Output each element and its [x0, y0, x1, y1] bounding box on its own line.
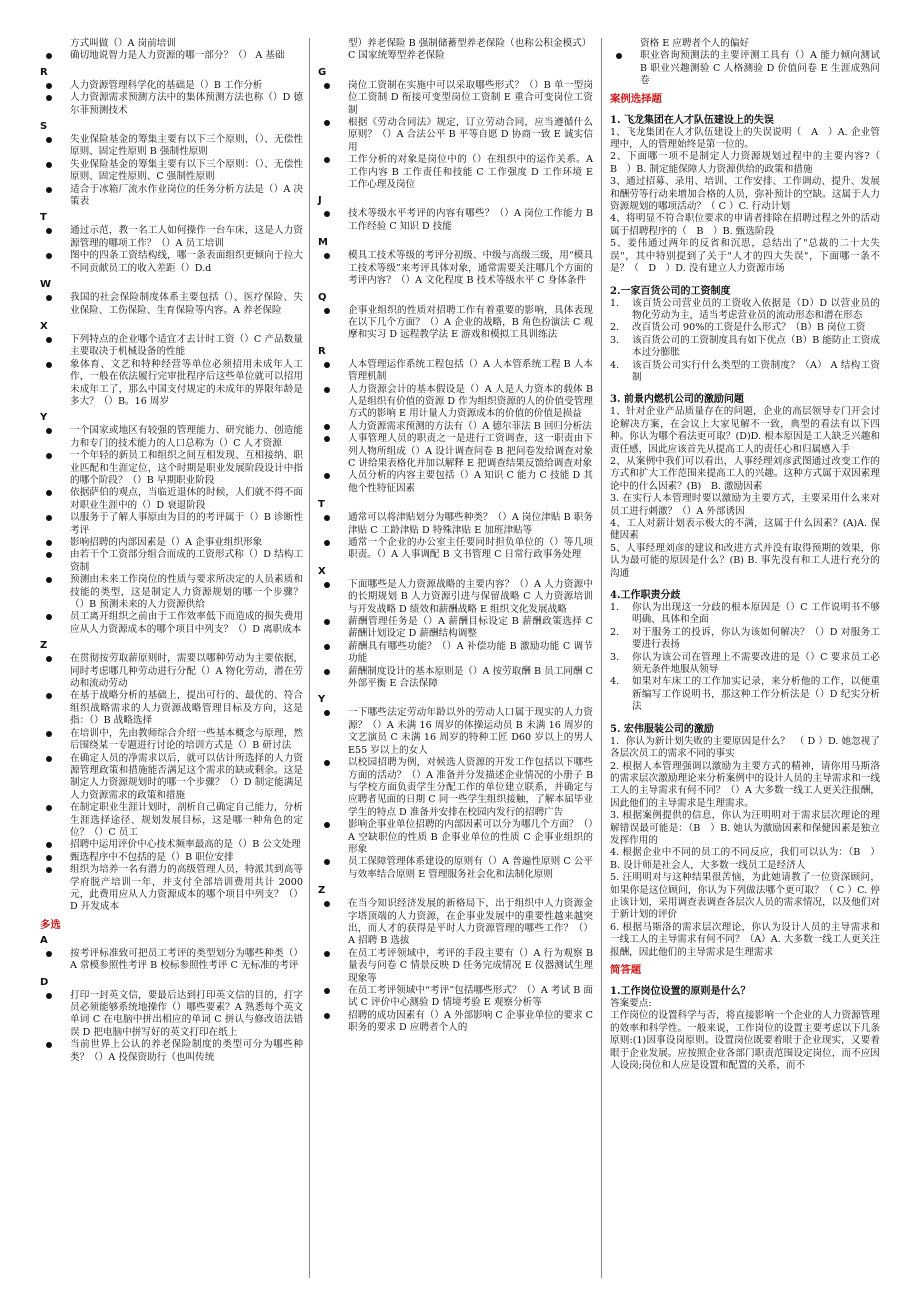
bullet-text: 薪酬具有哪些功能？（）A 补偿功能 B 激励功能 C 调节功能	[348, 640, 593, 665]
bullet-text: 一个年轻的新员工和组织之间互相发现、互相接纳、职业匹配和生涯定位，这个时期是职业发展阶段设计中指的哪个阶段？（）B 早期职业阶段	[70, 450, 303, 486]
paragraph: 3. 在实行人本管理时要以激励为主要方式，主要采用什么来对员工进行刺激？（）A 外部诱因	[610, 493, 880, 517]
item-number: 1.	[610, 297, 620, 309]
item-text: 你认为出现这一分歧的根本原因是（）C 工作说明书不够明确、具体和全面	[632, 602, 880, 626]
section-heading: 简答题	[610, 964, 642, 976]
index-letter: J	[318, 195, 322, 207]
bullet-icon	[46, 453, 52, 459]
bullet-item	[318, 512, 593, 537]
bullet-text: 人力资源需求预测方法中的集体预测方法也称（）D 德尔菲预测技术	[70, 92, 303, 116]
bullet-item	[40, 753, 303, 803]
bullet-text: 影响企事业单位招聘的内部因素可以分为哪几个方面？（）A 空缺职位的性质 B 企事业单位的性质 C 企事业组织的形象	[348, 819, 593, 855]
bullet-icon	[324, 387, 330, 393]
paragraph: 1、针对企业产品质量存在的问题，企业的高层领导专门开会讨论解决方案，在会议上大家见解不一致，典型的看法有以下四种。你认为哪个看法更可取？(D)D. 根本原因是工人缺乏兴趣和责任感，因此应该首先从提高工人的责任心和归属感入手	[610, 406, 880, 455]
bullet-text: 失业保险基金的筹集主要有以下三个原则：（）、无偿性原则、固定性原则、C 强制性原则	[70, 158, 303, 183]
bullet-item	[318, 384, 593, 421]
bullet-icon	[324, 669, 330, 675]
bullet-text: 在员工考评领域中“考评”包括哪些形式？（）A 考试 B 面试 C 评价中心测验 D 情境考验 E 观察分析等	[348, 985, 593, 1009]
bullet-icon	[46, 993, 52, 999]
bullet-item	[610, 50, 880, 87]
numbered-item	[610, 322, 880, 334]
index-letter: T	[318, 499, 325, 511]
bullet-item	[318, 666, 593, 691]
bullet-item	[318, 757, 593, 819]
numbered-item	[610, 360, 880, 385]
bullet-text: 依据萨伯的观点，当临近退休的时候，人们就不得不面对职业生涯中的（）D 衰退阶段	[70, 487, 303, 511]
paragraph: 2、从案例中我们可以看出，人事经理刘彦武图通过改变工作的方式和扩大工作范围来提高工人的兴趣。这种方式属于双因素理论中的什么因素？(B) B. 激励因素	[610, 455, 880, 492]
bullet-text: 通过示范，教一名工人如何操作一台车床，这是人力资源管理的哪项工作？（）A 员工培训	[70, 225, 303, 249]
case-title: 2.一家百货公司的工资制度	[610, 285, 731, 297]
bullet-item	[40, 728, 303, 753]
paragraph: 2、下面哪一项不是制定人力资源规划过程中的主要内容?（ B ）B. 制定能保障人力资源供给的政策和措施	[610, 151, 890, 175]
bullet-text: 由若干个工资部分组合而成的工资形式称（）D 结构工资制	[70, 549, 303, 573]
paragraph: 工作岗位的设置科学与否，将直接影响一个企业的人力资源管理的效率和科学性。一般来说，工作岗位的设置主要考虑以下几条原则:(1)因事设岗原则。设置岗位既要着眼于企业现实，又要着眼于企业发展。应按照企业各部门职责范围设定岗位，而不应因人设岗;岗位和人应是设置和配置的关系，而不	[610, 1010, 880, 1072]
paragraph: 1、飞龙集团在人才队伍建设上的失误说明（ A ）A. 企业管理中，人的管理始终是第一位的。	[610, 126, 880, 151]
bullet-icon	[46, 337, 52, 343]
paragraph: 5、人事经理刘彦的建议和改进方式并没有取得预期的效果，你认为最可能的原因是什么？(B) B. 事先没有和工人进行充分的沟通	[610, 542, 880, 579]
bullet-item	[318, 1010, 593, 1035]
bullet-icon	[46, 540, 52, 546]
bullet-text: 适合于冰箱厂流水作业岗位的任务分析方法是（）A 决策表	[70, 183, 303, 208]
bullet-item	[318, 641, 593, 666]
item-number: 2.	[610, 626, 620, 638]
bullet-text: 一个国家或地区有较强的管理能力、研究能力、创造能力和专门的技术能力的人口总称为（）C 人才资源	[70, 425, 303, 449]
column-right	[602, 38, 890, 1278]
bullet-item	[40, 574, 303, 611]
index-letter: X	[40, 320, 48, 332]
bullet-icon	[324, 362, 330, 368]
continued-text	[610, 38, 880, 50]
bullet-text: 员工保障管理体系建设的原则有（）A 普遍性原则 C 公平与效率结合原则 E 管理服务社会化和法制化原则	[348, 856, 593, 880]
bullet-item	[40, 225, 303, 250]
numbered-item	[610, 298, 880, 323]
bullet-icon	[324, 988, 330, 994]
bullet-icon	[46, 805, 52, 811]
bullet-text: 薪酬管理任务是（）A 薪酬目标设定 B 薪酬政策选择 C 薪酬计划设定 D 薪酬结构调整	[348, 616, 593, 640]
bullet-icon	[324, 308, 330, 314]
bullet-item	[318, 616, 593, 641]
bullet-icon	[46, 693, 52, 699]
numbered-item	[610, 652, 880, 677]
bullet-text: 模具工技术等级的考评分初级、中级与高级三级，用“模具工技术等级”来考评具体对象，通常需要关注哪几个方面的考评内容？（）A 文化程度 B 技术等级水平 C 身体条件	[348, 250, 593, 287]
bullet-item	[40, 990, 303, 1040]
bullet-text: 人力资源管理科学化的基础是（）B 工作分析	[70, 79, 263, 91]
bullet-item	[40, 134, 303, 159]
bullet-icon	[324, 120, 330, 126]
bullet-icon	[46, 428, 52, 434]
item-text: 该百货公司的工资制度具有如下优点（B）B 能防止工资成本过分膨胀	[632, 334, 880, 359]
index-letter: S	[40, 121, 48, 133]
bullet-item	[318, 579, 593, 616]
index-letter: Q	[318, 291, 327, 303]
bullet-icon	[324, 859, 330, 865]
item-text: 对于服务工的投诉，你认为该如何解决？（）D 对服务工要进行表扬	[632, 626, 880, 651]
bullet-text: 人员分析的内容主要包括（）A 知识 C 能力 C 技能 D 其他个性特征因素	[348, 470, 593, 494]
bullet-item	[40, 537, 303, 549]
section-heading: 案例选择题	[610, 92, 662, 105]
bullet-item	[40, 159, 303, 184]
bullet-item	[318, 305, 593, 342]
bullet-text: 职业咨询预测法的主要评测工具有（）A 能力倾向测试 B 职业兴趣测验 C 人格测验 D 价值问卷 E 生涯成熟问卷	[640, 50, 880, 87]
bullet-icon	[46, 137, 52, 143]
bullet-item	[40, 334, 303, 359]
bullet-icon	[324, 157, 330, 163]
item-text: 该百货公司营业员的工资收入依据是（D）D 以营业员的物化劳动为主，适当考虑营业员的流动形态和潜在形态	[632, 297, 880, 321]
paragraph: 3、通过招募、录用、培训、工作安排、工作调动、提升、发展和酬劳等行动来增加合格的人员，弥补预计的空缺。这属于人力资源规划的哪项活动？（ C ）C. 行动计划	[610, 176, 880, 213]
bullet-icon	[46, 842, 52, 848]
index-letter: Y	[40, 412, 48, 424]
bullet-item	[318, 250, 593, 287]
bullet-item	[40, 839, 303, 851]
bullet-text: 失业保险基金的筹集主要有以下三个原则，（）、无偿性原则、固定性原则 B 强制性原则	[70, 134, 303, 158]
bullet-item	[40, 50, 303, 62]
bullet-text: 象体育、文艺和特种经营等单位必须招用未成年人工作，一般在依法履行完审批程序后这些单位就可以招用未成年工了，那么中国支付规定的未成年的界限年龄是多大？（）B。16 周岁	[70, 358, 303, 407]
bullet-icon	[324, 951, 330, 957]
item-text: 改百货公司 90%的工资是什么形式？（B）B 岗位工资	[632, 322, 866, 334]
bullet-text: 在贯彻按劳取薪原则时，需要以哪种劳动为主要依据，同时考虑哪几种劳动进行分配（）A 物化劳动，潜在劳动和流动劳动	[70, 653, 303, 690]
bullet-text: 人事管理人员的职责之一是进行工资调查，这一职责由下列人物所组成（）A 设计调查问卷 B 把问卷发给调查对象 C 讲给果表格化并加以解释 E 把调查结果反馈给调查对象	[348, 433, 593, 469]
bullet-item	[40, 250, 303, 275]
bullet-icon	[324, 644, 330, 650]
bullet-text: 根据《劳动合同法》规定，订立劳动合同，应当遵循什么原则？（）A 合法公平 B 平等自愿 D 协商一致 E 诚实信用	[348, 117, 593, 153]
bullet-icon	[324, 760, 330, 766]
item-number: 2.	[610, 322, 620, 334]
index-letter: R	[40, 66, 48, 78]
bullet-item	[318, 470, 593, 495]
bullet-item	[40, 359, 303, 409]
bullet-item	[318, 948, 593, 985]
bullet-text: 打印一封英文信，要最后达到打印英文信的目的，打字员必须能够系统地操作（）哪些要素？A 熟悉每个英文单词 C 在电脑中拼出相应的单词 C 拼认与修改语法错误 D 把电脑中拼写好的英文打印在纸上	[70, 989, 303, 1038]
bullet-icon	[46, 756, 52, 762]
index-letter: Z	[318, 885, 326, 897]
bullet-text: 在培训中，先由教师综合介绍一些基本概念与原理，然后围绕某一专题进行讨论的培训方式是（）B 研讨法	[70, 727, 303, 752]
bullet-icon	[46, 295, 52, 301]
item-text: 该百货公司实行什么类型的工资制度？（A） A 结构工资制	[632, 359, 880, 383]
bullet-icon	[46, 228, 52, 234]
bullet-icon	[324, 436, 330, 442]
bullet-icon	[46, 515, 52, 521]
bullet-item	[318, 898, 593, 948]
bullet-icon	[324, 822, 330, 828]
continued-text-content: 资格 E 应聘者个人的偏好	[640, 38, 750, 49]
bullet-text: 以校园招聘为例，对候选人资源的开发工作包括以下哪些方面的活动？（）A 准备并分发描述企业情况的小册子 B 与学校方面负责学生分配工作的单位建立联系，并确定与应聘者见面的日期 C 同一些学生组织接触，了解本届毕业学生的特点 D 准备并安排在校园内发行的招聘广告	[348, 757, 593, 818]
bullet-item	[318, 433, 593, 470]
index-letter: R	[318, 345, 326, 357]
bullet-icon	[324, 424, 330, 430]
bullet-text: 通常一个企业的办公室主任要同时担负单位的（）等几项职责。（）A 人事调配 B 文书管理 C 日常行政事务处理	[348, 537, 593, 561]
bullet-item	[40, 549, 303, 574]
bullet-text: 我国的社会保险制度体系主要包括（）、医疗保险、失业保险、工伤保险、生育保险等内容。A 养老保险	[70, 292, 303, 316]
numbered-item	[610, 335, 880, 360]
paragraph: 2. 根据人本管理强调以激励为主要方式的精神，请你用马斯洛的需求层次激励理论来分析案例中的设计人员的主导需求和一线工人的主导需求有何不同？（）A 大多数一线工人更关注报酬，因此他们的主导需求是生理需求。	[610, 760, 880, 809]
continued-text	[40, 38, 303, 50]
bullet-item	[318, 537, 593, 562]
bullet-item	[318, 80, 593, 117]
bullet-item	[318, 421, 593, 433]
bullet-item	[318, 117, 593, 154]
bullet-text: 下面哪些是人力资源战略的主要内容？（）A 人力资源中的长期规划 B 人力资源引进与保留战略 C 人力资源培训与开发战略 D 绩效和薪酬战略 E 组织文化发展战略	[348, 578, 593, 615]
paragraph: 3. 根据案例提供的信息，你认为汪明明对于需求层次理论的理解错误最可能是：（B ）B. 她认为激励因素和保健因素是独立发挥作用的	[610, 810, 880, 846]
bullet-icon	[46, 162, 52, 168]
item-number: 4.	[610, 676, 620, 688]
continued-text	[318, 38, 593, 63]
bullet-item	[40, 512, 303, 537]
bullet-text: 在确定人员的净需求以后，就可以估计所选择的人力资源管理政策和措施能否满足这个需求的缺或剩余。这是制定人力资源规划时的哪一个步骤？（）D 制定能满足人力资源需求的政策和措施	[70, 752, 303, 801]
bullet-text: 组织为培养一名有潜力的高级管理人员，特派其到高等学府脱产培训一年，并支付全部培训费用共计 2000 元，此费用应从人力资源成本的哪个项目中列支？（）D 开发成本	[70, 864, 303, 913]
bullet-icon	[46, 552, 52, 558]
bullet-text: 影响招聘的内部因素是（）A 企事业组织形象	[70, 537, 263, 548]
bullet-text: 甄选程序中不包括的是（）B 职位安排	[70, 851, 234, 863]
paragraph: 6. 根据马斯洛的需求层次理论，你认为设计人员的主导需求和一线工人的主导需求有何不同？（A）A. 大多数一线工人更关注报酬，因此他们的主导需求是生理需求	[610, 921, 880, 958]
bullet-text: 确切地说智力是人力资源的哪一部分？（） A 基础	[70, 50, 285, 62]
bullet-text: 薪酬制度设计的基本原则是（）A 按劳取酬 B 员工同酬 C 外部平衡 E 合法保障	[348, 665, 593, 690]
case-title: 3. 前景内燃机公司的激励问题	[610, 394, 744, 406]
bullet-item	[318, 985, 593, 1010]
continued-text-content: 型）养老保险 B 强制储蓄型养老保险（也称公积金模式）C 国家统筹型养老保险	[348, 38, 592, 62]
document-page	[40, 38, 890, 1278]
paragraph: 4. 根据企业中不同的员工的不同反应，我们可以认为：（B ）B. 设计师是社会人，大多数一线员工是经济人	[610, 847, 880, 871]
continued-text-content: 方式叫做（）A 岗前培训	[70, 38, 176, 49]
bullet-icon	[324, 710, 330, 716]
bullet-text: 招聘中运用评价中心技术频率最高的是（）B 公文处理	[70, 839, 301, 851]
bullet-icon	[324, 901, 330, 907]
bullet-item	[40, 653, 303, 690]
column-middle	[310, 38, 602, 1278]
bullet-icon	[46, 731, 52, 737]
bullet-item	[40, 852, 303, 864]
bullet-icon	[324, 83, 330, 89]
bullet-item	[318, 819, 593, 856]
bullet-icon	[324, 211, 330, 217]
bullet-icon	[46, 867, 52, 873]
numbered-item	[610, 627, 880, 652]
item-text: 你认为该公司在管理上不需要改进的是（）C 要求员工必须无条件地服从领导	[632, 651, 880, 676]
bullet-text: 岗位工资制在实施中可以采取哪些形式？（）B 单一型岗位工资制 D 衔接可变型岗位工资制 E 重合可变岗位工资制	[348, 79, 593, 116]
column-left	[40, 38, 310, 1278]
bullet-item	[40, 487, 303, 512]
paragraph: 4、工人对薪计划表示极大的不满，这属于什么因素？(A)A. 保健因素	[610, 518, 880, 542]
bullet-item	[40, 1039, 303, 1064]
section-heading: 多选	[40, 918, 61, 931]
bullet-text: 一下哪些法定劳动年龄以外的劳动人口属于现实的人力资源？（）A 未满 16 周岁的体操运动员 B 未满 16 周岁的文艺演员 C 未满 16 周岁的特种工匠 D60 岁以上的男人 E55 岁以上的女人	[348, 707, 593, 756]
item-number: 4.	[610, 359, 620, 371]
bullet-item	[318, 707, 593, 757]
bullet-text: 招聘的成功因素有（）A 外部影响 C 企事业单位的要求 C 职务的要求 D 应聘者个人的	[348, 1009, 593, 1034]
item-number: 3.	[610, 334, 620, 346]
bullet-text: 通常可以将津贴划分为哪些种类？（）A 岗位津贴 B 职务津贴 C 工龄津贴 D 特殊津贴 E 加班津贴等	[348, 512, 593, 536]
bullet-item	[40, 948, 303, 973]
bullet-icon	[324, 253, 330, 259]
bullet-text: 工作分析的对象是岗位中的（）在组织中的运作关系。A 工作内容 B 工作责任和技能 C 工作强度 D 工作环境 E 工作心理及岗位	[348, 154, 593, 191]
bullet-icon	[46, 490, 52, 496]
bullet-icon	[46, 83, 52, 89]
bullet-item	[40, 802, 303, 839]
bullet-icon	[46, 951, 52, 957]
bullet-item	[40, 92, 303, 117]
bullet-icon	[46, 53, 52, 59]
bullet-icon	[324, 515, 330, 521]
bullet-text: 在制定职业生涯计划时，剖析自己确定自己能力，分析生涯选择途径、规划发展目标，这是哪一种角色的定位？（）C 员工	[70, 802, 303, 838]
paragraph: 5、姜伟通过两年的反省和沉思，总结出了"总裁的二十大失误"，其中特别提到了关于"人才的四大失误"，下面哪一条不是？（ D ）D. 没有建立人力资源市场	[610, 238, 880, 275]
bullet-item	[40, 611, 303, 636]
bullet-item	[40, 184, 303, 209]
paragraph: 5. 汪明明对与这种结果很苦恼，为此她请教了一位资深顾问，如果你是这位顾问，你认为下列做法哪个更可取？（ C ）C. 停止该计划，采用调查表调查各层次人员的需求情况，以及他们对于新计划的评价	[610, 872, 880, 921]
paragraph: 答案要点:	[610, 998, 652, 1009]
case-title: 5. 宏伟服装公司的激励	[610, 723, 714, 735]
bullet-icon	[46, 95, 52, 101]
bullet-text: 按考评标准致可把员工考评的类型划分为哪些种类（）A 常模参照性考评 B 校标参照性考评 C 无标准的考评	[70, 947, 303, 972]
bullet-icon	[46, 1042, 52, 1048]
bullet-item	[40, 864, 303, 914]
index-letter: A	[40, 934, 48, 946]
index-letter: T	[40, 212, 47, 224]
bullet-icon	[324, 582, 330, 588]
bullet-text: 在当今知识经济发展的新格局下，出于组织中人力资源金字塔顶端的人力资源，在企事业发展中的重要性越来越突出，而人才的获得是平时人力资源管理的哪些工作？（）A 招聘 B 选拔	[348, 898, 593, 947]
bullet-text: 人本管理运作系统工程包括（）A 人本管系统工程 B 人本管理机制	[348, 358, 593, 383]
bullet-text: 图中的四条工资结构线，哪一条表面组织更倾向于拉大不同贡献员工的收入差距（）D.d	[70, 250, 303, 274]
case-title: 1. 飞龙集团在人才队伍建设上的失误	[610, 114, 774, 126]
bullet-item	[318, 359, 593, 384]
bullet-icon	[324, 473, 330, 479]
index-letter: X	[318, 565, 326, 577]
index-letter: Y	[318, 694, 326, 706]
bullet-icon	[46, 187, 52, 193]
bullet-item	[40, 80, 303, 92]
bullet-item	[318, 856, 593, 881]
bullet-text: 人力资源需求预测的方法有（）A 德尔菲法 B 回归分析法	[348, 420, 592, 432]
item-number: 3.	[610, 651, 620, 663]
index-letter: G	[318, 66, 327, 78]
item-number: 1.	[610, 602, 620, 614]
numbered-item	[610, 602, 880, 627]
bullet-icon	[46, 362, 52, 368]
paragraph: 1．你认为新计划失败的主要原因是什么？ （ D ）D. 她忽视了各层次员工的需求不同的事实	[610, 735, 880, 760]
bullet-text: 下列特点的企业哪个适宜才去计时工资（）C 产品数量主要取决于机械设备的性能	[70, 333, 303, 358]
bullet-text: 以服务于了解人事原由为目的的考评属于（）B 诊断性考评	[70, 512, 303, 536]
bullet-item	[40, 425, 303, 450]
bullet-text: 企事业组织的性质对招聘工作有着重要的影响，具体表现在以下几个方面？（）A 企业的战略，B 角色扮演法 C 观摩和实习 D 远程教学法 E 游戏和模拟工具训练法	[348, 304, 593, 341]
bullet-item	[40, 450, 303, 487]
index-letter: M	[318, 237, 328, 249]
paragraph: 4、将明显不符合职位要求的申请者排除在招聘过程之外的活动属于招聘程序的（ B ）B. 甄选阶段	[610, 213, 880, 237]
bullet-icon	[46, 855, 52, 861]
numbered-item	[610, 676, 880, 713]
case-title: 4.工作职责分歧	[610, 590, 681, 602]
bullet-item	[318, 154, 593, 191]
bullet-icon	[46, 253, 52, 259]
bullet-text: 在员工考评领域中，考评的手段主要有（）A 行为观察 B 量表与问卷 C 情景反映 D 任务完成情况 E 仪器测试生理现象等	[348, 947, 593, 984]
index-letter: W	[40, 279, 52, 291]
bullet-icon	[324, 1013, 330, 1019]
bullet-item	[318, 208, 593, 233]
index-letter: Z	[40, 640, 48, 652]
bullet-item	[40, 690, 303, 727]
bullet-text: 在基于战略分析的基础上，提出可行的、最优的、符合组织战略需求的人力资源战略管理目标及方向，这是指：（）B 战略选择	[70, 690, 303, 727]
bullet-icon	[46, 656, 52, 662]
bullet-text: 员工离开组织之前由于工作效率低下而造成的损失费用应从人力资源成本的哪个项目中列支？（）D 离职成本	[70, 611, 303, 635]
bullet-text: 技术等级水平考评的内容有哪些？（）A 岗位工作能力 B 工作经验 C 知识 D 技能	[348, 208, 593, 232]
bullet-text: 预测由未来工作岗位的性质与要求所决定的人员素质和技能的类型，这是制定人力资源规划的哪一个步骤？（）B 预测未来的人力资源供给	[70, 574, 303, 611]
bullet-icon	[324, 540, 330, 546]
bullet-item	[40, 292, 303, 317]
bullet-icon	[46, 577, 52, 583]
bullet-icon	[46, 614, 52, 620]
case-title: 1.工作岗位设置的原则是什么？	[610, 986, 751, 997]
item-text: 如果对车床工的工作加实记录，来分析他的工作，以便重新编写工作说明书，那这种工作分析法是（）D 纪实分析法	[632, 676, 880, 713]
index-letter: D	[40, 976, 49, 988]
bullet-icon	[616, 53, 622, 59]
bullet-text: 当前世界上公认的养老保险制度的类型可分为哪些种类？（）A 投保资助行（也叫传统	[70, 1039, 303, 1063]
bullet-icon	[324, 619, 330, 625]
bullet-text: 人力资源会计的基本假设是（）A 人是人力资本的载体 B 人是组织有价值的资源 D 作为组织资源的人的价值受管理方式的影响 E 用计量人力资源成本的价值的价值是损益	[348, 383, 593, 420]
